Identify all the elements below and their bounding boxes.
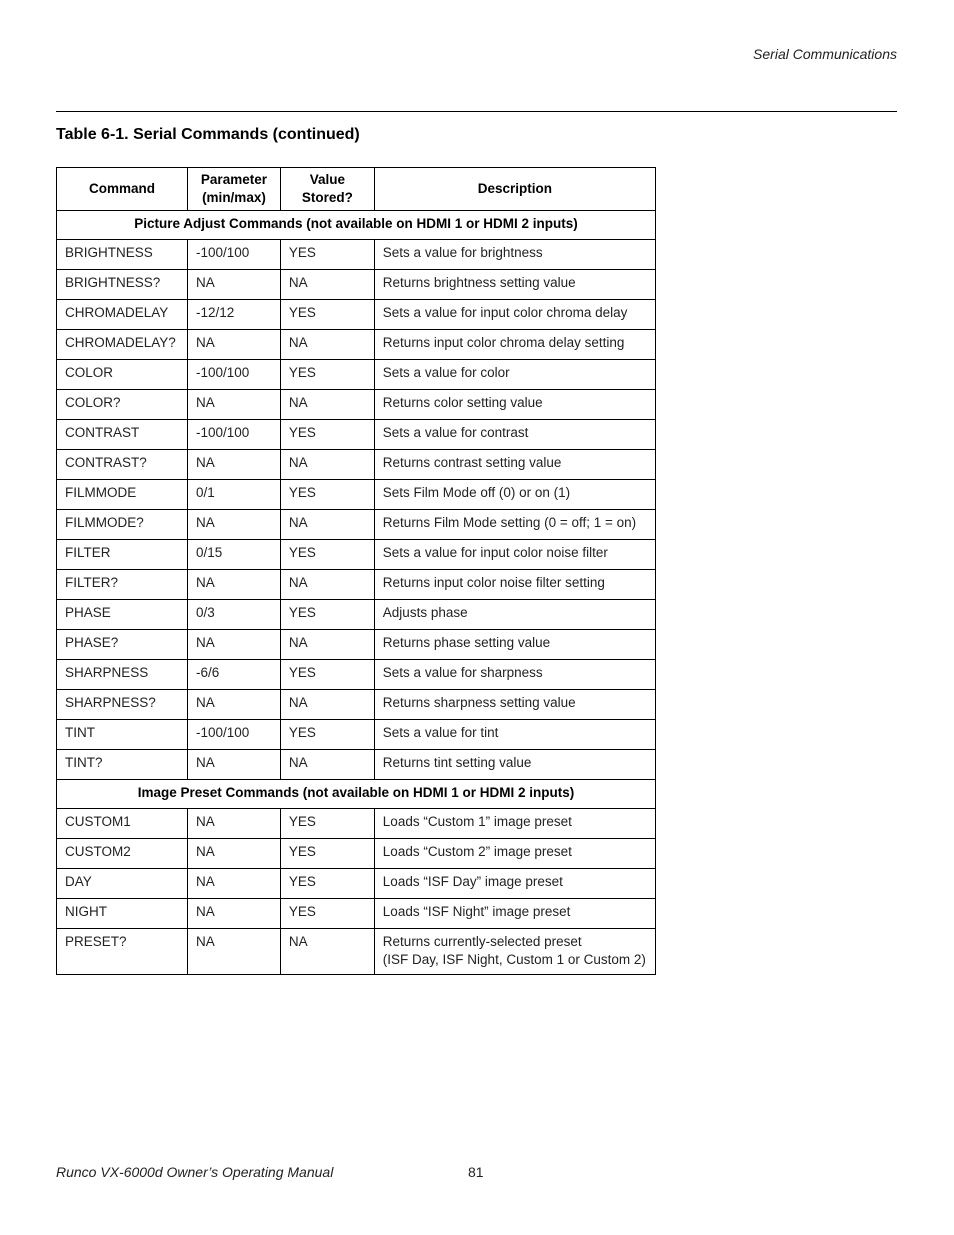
table-row	[57, 300, 656, 330]
command-cell: FILMMODE?	[57, 510, 188, 540]
value-stored-cell: YES	[280, 600, 374, 630]
section-heading: Picture Adjust Commands (not available on HDMI 1 or HDMI 2 inputs)	[57, 211, 656, 240]
value-stored-cell: NA	[280, 510, 374, 540]
parameter-cell: NA	[187, 899, 280, 929]
serial-commands-table	[56, 167, 656, 975]
parameter-cell: -100/100	[187, 240, 280, 270]
section-heading: Image Preset Commands (not available on HDMI 1 or HDMI 2 inputs)	[57, 780, 656, 809]
table-row	[57, 510, 656, 540]
table-row	[57, 630, 656, 660]
value-stored-cell: YES	[280, 240, 374, 270]
table-row	[57, 839, 656, 869]
column-header-command: Command	[57, 168, 188, 211]
command-cell: BRIGHTNESS?	[57, 270, 188, 300]
table-row	[57, 450, 656, 480]
table-row	[57, 660, 656, 690]
page-number: 81	[468, 1164, 484, 1180]
table-body	[57, 211, 656, 975]
command-cell: PHASE?	[57, 630, 188, 660]
column-header-description: Description	[374, 168, 655, 211]
parameter-cell: 0/3	[187, 600, 280, 630]
value-stored-cell: YES	[280, 899, 374, 929]
description-cell: Loads “Custom 2” image preset	[374, 839, 655, 869]
command-cell: PHASE	[57, 600, 188, 630]
command-cell: FILTER	[57, 540, 188, 570]
table-row	[57, 869, 656, 899]
value-stored-cell: NA	[280, 690, 374, 720]
footer-manual-title: Runco VX-6000d Owner’s Operating Manual	[56, 1164, 334, 1180]
parameter-cell: NA	[187, 330, 280, 360]
section-heading-row	[57, 211, 656, 240]
parameter-cell: NA	[187, 839, 280, 869]
parameter-cell: NA	[187, 450, 280, 480]
value-stored-cell: NA	[280, 750, 374, 780]
value-stored-cell: YES	[280, 660, 374, 690]
table-row	[57, 750, 656, 780]
value-stored-cell: YES	[280, 839, 374, 869]
table-row	[57, 480, 656, 510]
header-rule	[56, 111, 897, 112]
parameter-cell: -100/100	[187, 720, 280, 750]
parameter-cell: NA	[187, 570, 280, 600]
description-cell: Adjusts phase	[374, 600, 655, 630]
table-row	[57, 270, 656, 300]
command-cell: COLOR	[57, 360, 188, 390]
parameter-cell: NA	[187, 390, 280, 420]
value-stored-cell: YES	[280, 720, 374, 750]
description-cell: Returns contrast setting value	[374, 450, 655, 480]
description-cell: Sets a value for contrast	[374, 420, 655, 450]
description-cell: Sets a value for input color chroma delay	[374, 300, 655, 330]
description-cell: Returns input color noise filter setting	[374, 570, 655, 600]
table-row	[57, 899, 656, 929]
parameter-cell: NA	[187, 270, 280, 300]
description-cell: Loads “ISF Day” image preset	[374, 869, 655, 899]
parameter-cell: NA	[187, 869, 280, 899]
command-cell: NIGHT	[57, 899, 188, 929]
column-header-parameter: Parameter (min/max)	[187, 168, 280, 211]
parameter-cell: -100/100	[187, 420, 280, 450]
command-cell: CHROMADELAY	[57, 300, 188, 330]
description-cell: Returns sharpness setting value	[374, 690, 655, 720]
command-cell: CONTRAST	[57, 420, 188, 450]
value-stored-cell: YES	[280, 869, 374, 899]
command-cell: FILTER?	[57, 570, 188, 600]
value-stored-cell: YES	[280, 809, 374, 839]
value-stored-cell: NA	[280, 270, 374, 300]
table-row	[57, 330, 656, 360]
column-header-value-stored: Value Stored?	[280, 168, 374, 211]
value-stored-cell: NA	[280, 330, 374, 360]
parameter-cell: -12/12	[187, 300, 280, 330]
value-stored-cell: NA	[280, 929, 374, 975]
parameter-cell: NA	[187, 630, 280, 660]
command-cell: CUSTOM1	[57, 809, 188, 839]
value-stored-cell: YES	[280, 480, 374, 510]
table-row	[57, 390, 656, 420]
command-cell: TINT	[57, 720, 188, 750]
parameter-cell: NA	[187, 809, 280, 839]
parameter-cell: NA	[187, 929, 280, 975]
description-cell: Loads “Custom 1” image preset	[374, 809, 655, 839]
command-cell: SHARPNESS	[57, 660, 188, 690]
description-cell: Sets a value for brightness	[374, 240, 655, 270]
section-heading-row	[57, 780, 656, 809]
description-cell: Returns brightness setting value	[374, 270, 655, 300]
table-row	[57, 720, 656, 750]
description-cell: Sets a value for sharpness	[374, 660, 655, 690]
command-cell: FILMMODE	[57, 480, 188, 510]
value-stored-cell: YES	[280, 420, 374, 450]
header-row	[57, 168, 656, 211]
table-row	[57, 240, 656, 270]
description-cell: Sets a value for input color noise filter	[374, 540, 655, 570]
value-stored-cell: YES	[280, 300, 374, 330]
description-cell: Returns currently-selected preset (ISF Day, ISF Night, Custom 1 or Custom 2)	[374, 929, 655, 975]
description-cell: Returns color setting value	[374, 390, 655, 420]
table-row	[57, 540, 656, 570]
description-cell: Returns input color chroma delay setting	[374, 330, 655, 360]
parameter-cell: NA	[187, 750, 280, 780]
parameter-cell: 0/15	[187, 540, 280, 570]
command-cell: DAY	[57, 869, 188, 899]
command-cell: SHARPNESS?	[57, 690, 188, 720]
description-cell: Returns tint setting value	[374, 750, 655, 780]
table-row	[57, 570, 656, 600]
parameter-cell: NA	[187, 510, 280, 540]
value-stored-cell: NA	[280, 450, 374, 480]
table-row	[57, 360, 656, 390]
description-cell: Sets a value for tint	[374, 720, 655, 750]
running-header: Serial Communications	[753, 46, 897, 62]
table-row	[57, 809, 656, 839]
parameter-cell: -100/100	[187, 360, 280, 390]
table-row	[57, 600, 656, 630]
parameter-cell: -6/6	[187, 660, 280, 690]
parameter-cell: 0/1	[187, 480, 280, 510]
description-cell: Sets a value for color	[374, 360, 655, 390]
description-cell: Returns Film Mode setting (0 = off; 1 = on)	[374, 510, 655, 540]
value-stored-cell: YES	[280, 540, 374, 570]
description-cell: Loads “ISF Night” image preset	[374, 899, 655, 929]
command-cell: BRIGHTNESS	[57, 240, 188, 270]
value-stored-cell: YES	[280, 360, 374, 390]
command-cell: CONTRAST?	[57, 450, 188, 480]
description-cell: Sets Film Mode off (0) or on (1)	[374, 480, 655, 510]
parameter-cell: NA	[187, 690, 280, 720]
command-cell: TINT?	[57, 750, 188, 780]
table-row	[57, 929, 656, 975]
command-cell: CHROMADELAY?	[57, 330, 188, 360]
command-cell: COLOR?	[57, 390, 188, 420]
command-cell: CUSTOM2	[57, 839, 188, 869]
value-stored-cell: NA	[280, 570, 374, 600]
command-cell: PRESET?	[57, 929, 188, 975]
value-stored-cell: NA	[280, 390, 374, 420]
table-row	[57, 420, 656, 450]
table-title: Table 6-1. Serial Commands (continued)	[56, 126, 360, 143]
table-header	[57, 168, 656, 211]
table-row	[57, 690, 656, 720]
description-cell: Returns phase setting value	[374, 630, 655, 660]
value-stored-cell: NA	[280, 630, 374, 660]
